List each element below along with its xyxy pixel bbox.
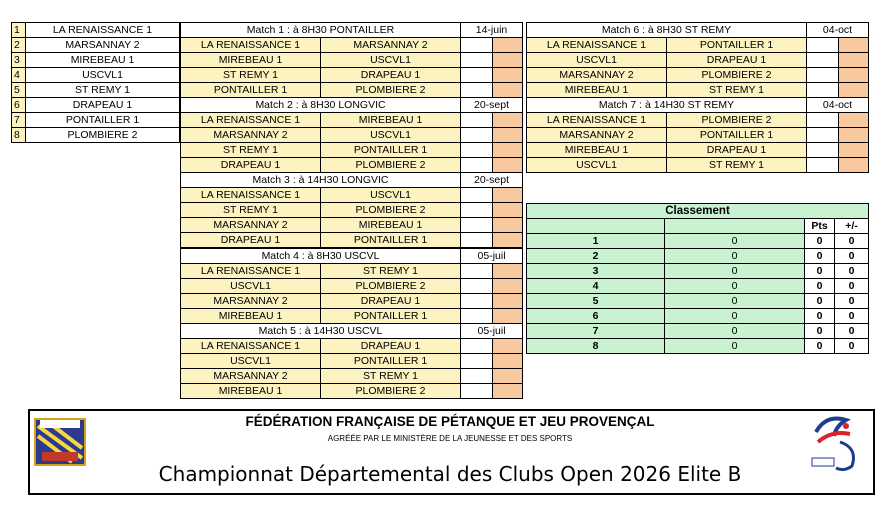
team-name: LA RENAISSANCE 1 bbox=[26, 23, 180, 38]
away-team: USCVL1 bbox=[321, 128, 461, 143]
ffpjp-cote-dor-logo bbox=[34, 418, 86, 466]
points-cell[interactable] bbox=[493, 384, 523, 399]
match-title: Match 2 : à 8H30 LONGVIC bbox=[181, 98, 461, 113]
diff-cell: 0 bbox=[835, 294, 869, 309]
team-number: 7 bbox=[12, 113, 26, 128]
score-cell[interactable] bbox=[807, 53, 839, 68]
home-team: MARSANNAY 2 bbox=[527, 68, 667, 83]
home-team: ST REMY 1 bbox=[181, 203, 321, 218]
away-team: PONTAILLER 1 bbox=[321, 233, 461, 248]
points-cell[interactable] bbox=[493, 264, 523, 279]
points-cell[interactable] bbox=[839, 38, 869, 53]
home-team: ST REMY 1 bbox=[181, 143, 321, 158]
score-cell[interactable] bbox=[461, 188, 493, 203]
game-row bbox=[181, 38, 523, 53]
pts-cell: 0 bbox=[805, 294, 835, 309]
home-team: LA RENAISSANCE 1 bbox=[181, 264, 321, 279]
score-cell[interactable] bbox=[461, 354, 493, 369]
points-cell[interactable] bbox=[493, 294, 523, 309]
home-team: LA RENAISSANCE 1 bbox=[181, 38, 321, 53]
score-cell[interactable] bbox=[461, 113, 493, 128]
team-row bbox=[12, 113, 180, 128]
diff-cell: 0 bbox=[835, 339, 869, 354]
score-cell[interactable] bbox=[807, 68, 839, 83]
score-cell[interactable] bbox=[807, 38, 839, 53]
home-team: MIREBEAU 1 bbox=[181, 53, 321, 68]
classement-row bbox=[527, 324, 869, 339]
away-team: ST REMY 1 bbox=[667, 158, 807, 173]
away-team: ST REMY 1 bbox=[321, 369, 461, 384]
score-cell[interactable] bbox=[461, 294, 493, 309]
points-cell[interactable] bbox=[493, 309, 523, 324]
points-cell[interactable] bbox=[839, 53, 869, 68]
game-row bbox=[181, 68, 523, 83]
home-team: USCVL1 bbox=[181, 279, 321, 294]
match-date: 05-juil bbox=[461, 249, 523, 264]
points-cell[interactable] bbox=[493, 68, 523, 83]
points-cell[interactable] bbox=[839, 113, 869, 128]
pts-cell: 0 bbox=[805, 339, 835, 354]
game-row bbox=[527, 113, 869, 128]
points-cell[interactable] bbox=[493, 218, 523, 233]
game-row bbox=[527, 158, 869, 173]
col-pts-header: Pts bbox=[805, 219, 835, 234]
game-row bbox=[181, 218, 523, 233]
team-name: USCVL1 bbox=[26, 68, 180, 83]
game-row bbox=[181, 369, 523, 384]
score-cell[interactable] bbox=[461, 128, 493, 143]
points-cell[interactable] bbox=[493, 233, 523, 248]
team-number: 4 bbox=[12, 68, 26, 83]
team-name: ST REMY 1 bbox=[26, 83, 180, 98]
home-team: MIREBEAU 1 bbox=[527, 83, 667, 98]
away-team: PONTAILLER 1 bbox=[321, 309, 461, 324]
rank-cell: 3 bbox=[527, 264, 665, 279]
away-team: PONTAILLER 1 bbox=[321, 354, 461, 369]
away-team: DRAPEAU 1 bbox=[667, 143, 807, 158]
match-title: Match 1 : à 8H30 PONTAILLER bbox=[181, 23, 461, 38]
score-cell[interactable] bbox=[461, 68, 493, 83]
game-row bbox=[527, 143, 869, 158]
points-cell[interactable] bbox=[493, 354, 523, 369]
team-row bbox=[12, 83, 180, 98]
score-cell[interactable] bbox=[461, 83, 493, 98]
match-block bbox=[526, 22, 869, 98]
points-cell[interactable] bbox=[493, 158, 523, 173]
classement-row bbox=[527, 249, 869, 264]
points-cell[interactable] bbox=[493, 339, 523, 354]
championship-title: Championnat Départemental des Clubs Open 2026 Elite B bbox=[158, 462, 742, 486]
classement-row bbox=[527, 294, 869, 309]
away-team: MIREBEAU 1 bbox=[321, 218, 461, 233]
classement-row bbox=[527, 264, 869, 279]
team-number: 6 bbox=[12, 98, 26, 113]
match-date: 20-sept bbox=[461, 173, 523, 188]
score-cell[interactable] bbox=[807, 113, 839, 128]
match-date: 04-oct bbox=[807, 98, 869, 113]
away-team: PLOMBIERE 2 bbox=[321, 384, 461, 399]
away-team: PLOMBIERE 2 bbox=[667, 113, 807, 128]
away-team: MIREBEAU 1 bbox=[321, 113, 461, 128]
points-cell[interactable] bbox=[493, 188, 523, 203]
diff-cell: 0 bbox=[835, 309, 869, 324]
classement-title: Classement bbox=[527, 204, 869, 219]
points-cell[interactable] bbox=[493, 128, 523, 143]
home-team: USCVL1 bbox=[181, 354, 321, 369]
team-row bbox=[12, 23, 180, 38]
match-date: 04-oct bbox=[807, 23, 869, 38]
score-cell[interactable] bbox=[807, 158, 839, 173]
team-list bbox=[11, 22, 180, 143]
game-row bbox=[181, 339, 523, 354]
game-row bbox=[181, 203, 523, 218]
home-team: MARSANNAY 2 bbox=[527, 128, 667, 143]
points-cell[interactable] bbox=[839, 83, 869, 98]
away-team: DRAPEAU 1 bbox=[321, 294, 461, 309]
home-team: USCVL1 bbox=[527, 158, 667, 173]
federation-title: FÉDÉRATION FRANÇAISE DE PÉTANQUE ET JEU PROVENÇAL bbox=[245, 414, 655, 429]
team-row bbox=[12, 128, 180, 143]
match-title: Match 7 : à 14H30 ST REMY bbox=[527, 98, 807, 113]
score-cell[interactable] bbox=[461, 309, 493, 324]
ffpjp-france-logo bbox=[806, 412, 862, 474]
federation-agreement: AGRÉÉE PAR LE MINISTÈRE DE LA JEUNESSE ET DES SPORTS bbox=[327, 434, 573, 443]
diff-cell: 0 bbox=[835, 279, 869, 294]
rank-cell: 7 bbox=[527, 324, 665, 339]
pts-cell: 0 bbox=[805, 324, 835, 339]
home-team: MARSANNAY 2 bbox=[181, 128, 321, 143]
away-team: USCVL1 bbox=[321, 188, 461, 203]
diff-cell: 0 bbox=[835, 264, 869, 279]
score-cell[interactable] bbox=[807, 83, 839, 98]
game-row bbox=[181, 294, 523, 309]
game-row bbox=[527, 68, 869, 83]
score-cell[interactable] bbox=[461, 38, 493, 53]
game-row bbox=[181, 158, 523, 173]
score-cell[interactable] bbox=[461, 384, 493, 399]
game-row bbox=[181, 233, 523, 248]
team-cell: 0 bbox=[665, 294, 805, 309]
game-row bbox=[181, 143, 523, 158]
away-team: PONTAILLER 1 bbox=[321, 143, 461, 158]
home-team: USCVL1 bbox=[527, 53, 667, 68]
score-cell[interactable] bbox=[461, 53, 493, 68]
match-title: Match 3 : à 14H30 LONGVIC bbox=[181, 173, 461, 188]
match-block bbox=[526, 97, 869, 173]
score-cell[interactable] bbox=[807, 143, 839, 158]
team-number: 1 bbox=[12, 23, 26, 38]
team-name: MARSANNAY 2 bbox=[26, 38, 180, 53]
match-date: 14-juin bbox=[461, 23, 523, 38]
score-cell[interactable] bbox=[461, 143, 493, 158]
game-row bbox=[527, 53, 869, 68]
score-cell[interactable] bbox=[461, 233, 493, 248]
away-team: PONTAILLER 1 bbox=[667, 38, 807, 53]
score-cell[interactable] bbox=[807, 128, 839, 143]
classement-row bbox=[527, 309, 869, 324]
game-row bbox=[181, 83, 523, 98]
away-team: PLOMBIERE 2 bbox=[321, 279, 461, 294]
home-team: LA RENAISSANCE 1 bbox=[181, 339, 321, 354]
match-title: Match 4 : à 8H30 USCVL bbox=[181, 249, 461, 264]
rank-cell: 1 bbox=[527, 234, 665, 249]
team-cell: 0 bbox=[665, 339, 805, 354]
game-row bbox=[181, 113, 523, 128]
points-cell[interactable] bbox=[493, 369, 523, 384]
team-cell: 0 bbox=[665, 264, 805, 279]
home-team: LA RENAISSANCE 1 bbox=[181, 188, 321, 203]
game-row bbox=[181, 188, 523, 203]
rank-cell: 4 bbox=[527, 279, 665, 294]
score-cell[interactable] bbox=[461, 158, 493, 173]
points-cell[interactable] bbox=[493, 279, 523, 294]
team-cell: 0 bbox=[665, 279, 805, 294]
team-row bbox=[12, 98, 180, 113]
home-team: LA RENAISSANCE 1 bbox=[527, 38, 667, 53]
away-team: PLOMBIERE 2 bbox=[321, 83, 461, 98]
match-title: Match 5 : à 14H30 USCVL bbox=[181, 324, 461, 339]
game-row bbox=[181, 279, 523, 294]
home-team: LA RENAISSANCE 1 bbox=[181, 113, 321, 128]
game-row bbox=[181, 354, 523, 369]
classement-row bbox=[527, 234, 869, 249]
pts-cell: 0 bbox=[805, 279, 835, 294]
home-team: MARSANNAY 2 bbox=[181, 294, 321, 309]
game-row bbox=[181, 128, 523, 143]
team-cell: 0 bbox=[665, 234, 805, 249]
match-block bbox=[180, 97, 523, 173]
away-team: DRAPEAU 1 bbox=[667, 53, 807, 68]
game-row bbox=[181, 264, 523, 279]
away-team: PLOMBIERE 2 bbox=[321, 203, 461, 218]
team-cell: 0 bbox=[665, 309, 805, 324]
team-number: 2 bbox=[12, 38, 26, 53]
away-team: USCVL1 bbox=[321, 53, 461, 68]
points-cell[interactable] bbox=[493, 53, 523, 68]
col-diff-header: +/- bbox=[835, 219, 869, 234]
team-number: 3 bbox=[12, 53, 26, 68]
match-block bbox=[180, 172, 523, 248]
game-row bbox=[181, 53, 523, 68]
rank-cell: 2 bbox=[527, 249, 665, 264]
away-team: PLOMBIERE 2 bbox=[321, 158, 461, 173]
away-team: ST REMY 1 bbox=[321, 264, 461, 279]
game-row bbox=[181, 309, 523, 324]
home-team: MIREBEAU 1 bbox=[527, 143, 667, 158]
away-team: DRAPEAU 1 bbox=[321, 68, 461, 83]
home-team: DRAPEAU 1 bbox=[181, 158, 321, 173]
classement-table bbox=[526, 203, 869, 354]
home-team: DRAPEAU 1 bbox=[181, 233, 321, 248]
home-team: MIREBEAU 1 bbox=[181, 384, 321, 399]
pts-cell: 0 bbox=[805, 309, 835, 324]
classement-row bbox=[527, 279, 869, 294]
points-cell[interactable] bbox=[839, 143, 869, 158]
diff-cell: 0 bbox=[835, 324, 869, 339]
points-cell[interactable] bbox=[493, 83, 523, 98]
points-cell[interactable] bbox=[493, 143, 523, 158]
points-cell[interactable] bbox=[493, 113, 523, 128]
score-cell[interactable] bbox=[461, 369, 493, 384]
diff-cell: 0 bbox=[835, 249, 869, 264]
team-row bbox=[12, 38, 180, 53]
team-row bbox=[12, 53, 180, 68]
match-block bbox=[180, 22, 523, 98]
diff-cell: 0 bbox=[835, 234, 869, 249]
score-cell[interactable] bbox=[461, 203, 493, 218]
team-name: DRAPEAU 1 bbox=[26, 98, 180, 113]
score-cell[interactable] bbox=[461, 339, 493, 354]
pts-cell: 0 bbox=[805, 264, 835, 279]
match-date: 20-sept bbox=[461, 98, 523, 113]
home-team: LA RENAISSANCE 1 bbox=[527, 113, 667, 128]
points-cell[interactable] bbox=[839, 128, 869, 143]
home-team: PONTAILLER 1 bbox=[181, 83, 321, 98]
team-cell: 0 bbox=[665, 324, 805, 339]
team-cell: 0 bbox=[665, 249, 805, 264]
score-cell[interactable] bbox=[461, 279, 493, 294]
game-row bbox=[527, 128, 869, 143]
classement-row bbox=[527, 339, 869, 354]
rank-cell: 6 bbox=[527, 309, 665, 324]
team-name: PLOMBIERE 2 bbox=[26, 128, 180, 143]
team-number: 5 bbox=[12, 83, 26, 98]
points-cell[interactable] bbox=[493, 203, 523, 218]
game-row bbox=[527, 83, 869, 98]
home-team: MIREBEAU 1 bbox=[181, 309, 321, 324]
game-row bbox=[181, 384, 523, 399]
team-name: MIREBEAU 1 bbox=[26, 53, 180, 68]
away-team: PLOMBIERE 2 bbox=[667, 68, 807, 83]
home-team: MARSANNAY 2 bbox=[181, 218, 321, 233]
away-team: DRAPEAU 1 bbox=[321, 339, 461, 354]
points-cell[interactable] bbox=[839, 158, 869, 173]
points-cell[interactable] bbox=[839, 68, 869, 83]
home-team: ST REMY 1 bbox=[181, 68, 321, 83]
team-name: PONTAILLER 1 bbox=[26, 113, 180, 128]
match-title: Match 6 : à 8H30 ST REMY bbox=[527, 23, 807, 38]
away-team: PONTAILLER 1 bbox=[667, 128, 807, 143]
team-row bbox=[12, 68, 180, 83]
score-cell[interactable] bbox=[461, 264, 493, 279]
game-row bbox=[527, 38, 869, 53]
away-team: MARSANNAY 2 bbox=[321, 38, 461, 53]
away-team: ST REMY 1 bbox=[667, 83, 807, 98]
rank-cell: 8 bbox=[527, 339, 665, 354]
points-cell[interactable] bbox=[493, 38, 523, 53]
pts-cell: 0 bbox=[805, 249, 835, 264]
rank-cell: 5 bbox=[527, 294, 665, 309]
pts-cell: 0 bbox=[805, 234, 835, 249]
match-date: 05-juil bbox=[461, 324, 523, 339]
match-block bbox=[180, 248, 523, 324]
home-team: MARSANNAY 2 bbox=[181, 369, 321, 384]
team-number: 8 bbox=[12, 128, 26, 143]
match-block bbox=[180, 323, 523, 399]
score-cell[interactable] bbox=[461, 218, 493, 233]
